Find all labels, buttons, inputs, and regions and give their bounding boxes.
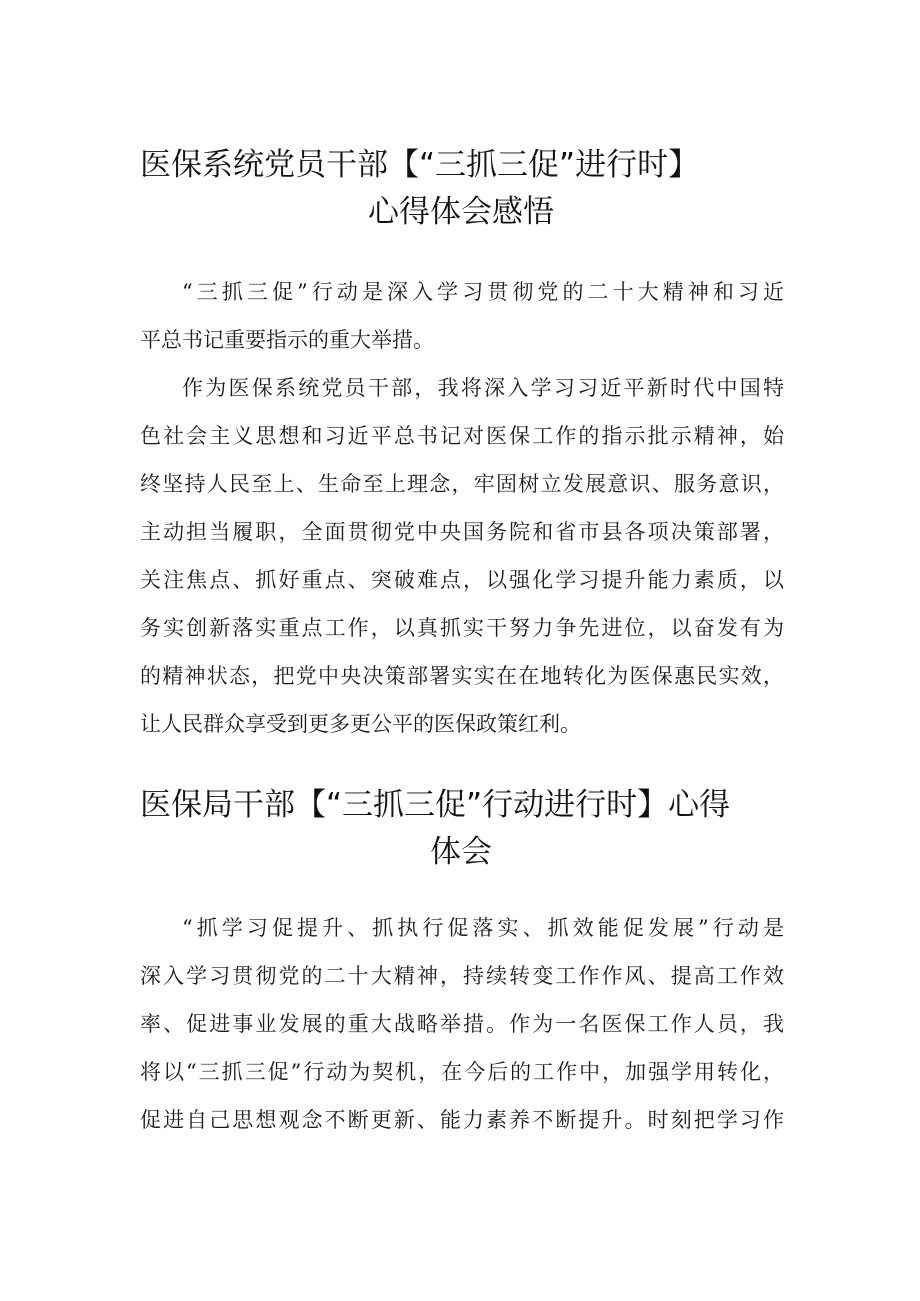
paragraph-line: 将以“三抓三促”行动为契机，在今后的工作中，加强学用转化， [140,1060,784,1084]
paragraph-line: 务实创新落实重点工作，以真抓实干努力争先进位，以奋发有为 [140,616,784,640]
section-2-title [140,782,782,876]
paragraph-line: 促进自己思想观念不断更新、能力素养不断提升。时刻把学习作 [140,1108,784,1132]
section-1-title-line-2: 心得体会感悟 [368,194,554,230]
paragraph-line: “三抓三促”行动是深入学习贯彻党的二十大精神和习近 [182,280,784,304]
paragraph-line: 平总书记重要指示的重大举措。 [140,328,434,352]
paragraph-line: 关注焦点、抓好重点、突破难点，以强化学习提升能力素质，以 [140,568,784,592]
paragraph-line: “抓学习促提升、抓执行促落实、抓效能促发展”行动是 [182,916,784,940]
paragraph-line: 主动担当履职，全面贯彻党中央国务院和省市县各项决策部署， [140,520,784,544]
section-1-paragraph-2 [140,364,784,748]
paragraph-line: 作为医保系统党员干部，我将深入学习习近平新时代中国特 [182,376,784,400]
paragraph-line: 让人民群众享受到更多更公平的医保政策红利。 [140,712,581,736]
section-2-paragraph-1 [140,904,784,1144]
paragraph-line: 的精神状态，把党中央决策部署实实在在地转化为医保惠民实效， [140,664,784,688]
paragraph-line: 终坚持人民至上、生命至上理念，牢固树立发展意识、服务意识， [140,472,784,496]
paragraph-line: 率、促进事业发展的重大战略举措。作为一名医保工作人员，我 [140,1012,784,1036]
section-1-title-line-1: 医保系统党员干部【“三抓三促”进行时】 [140,147,700,183]
section-1-paragraph-1 [140,268,784,364]
section-1-title [140,142,782,236]
paragraph-line: 深入学习贯彻党的二十大精神，持续转变工作作风、提高工作效 [140,964,784,988]
section-2-title-line-2: 体会 [430,834,492,870]
section-2-title-line-1: 医保局干部【“三抓三促”行动进行时】心得 [140,787,731,823]
paragraph-line: 色社会主义思想和习近平总书记对医保工作的指示批示精神，始 [140,424,784,448]
